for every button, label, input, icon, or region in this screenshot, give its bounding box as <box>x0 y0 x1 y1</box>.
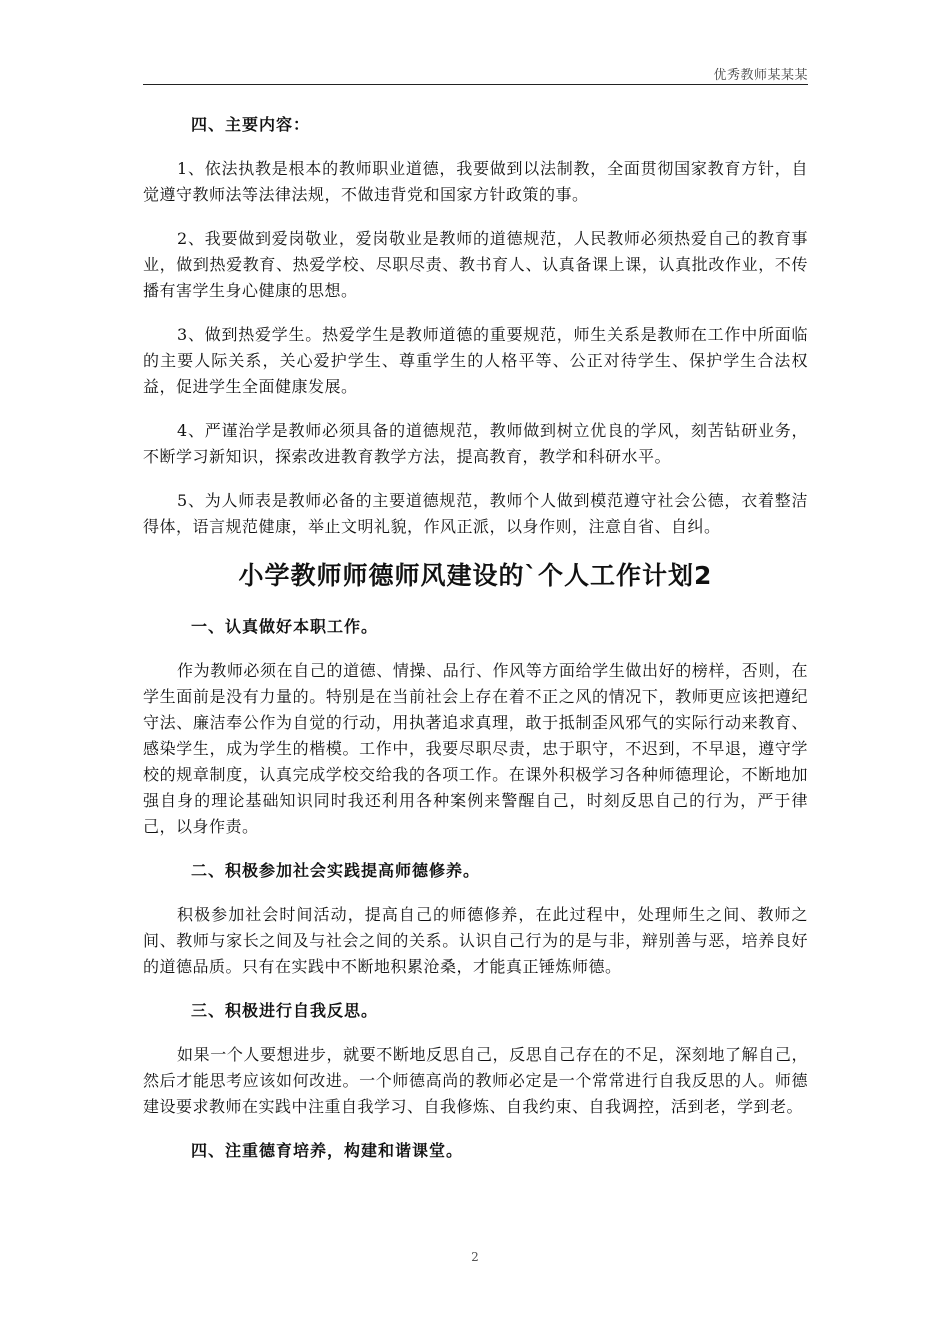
section-heading: 二、积极参加社会实践提高师德修养。 <box>191 861 481 880</box>
paragraph: 3、做到热爱学生。热爱学生是教师道德的重要规范，师生关系是教师在工作中所面临的主要人际关系，关心爱护学生、尊重学生的人格平等、公正对待学生、保护学生合法权益，促进学生全面健康发展。 <box>143 325 808 396</box>
page-header <box>143 44 808 85</box>
document-body <box>143 112 808 1182</box>
section-heading: 四、注重德育培养，构建和谐课堂。 <box>191 1141 464 1160</box>
paragraph: 5、为人师表是教师必备的主要道德规范，教师个人做到模范遵守社会公德，衣着整洁得体，语言规范健康，举止文明礼貌，作风正派，以身作则，注意自省、自纠。 <box>143 491 808 536</box>
section-heading: 四、主要内容： <box>191 115 311 134</box>
page-number: 2 <box>471 1250 479 1264</box>
paragraph: 如果一个人要想进步，就要不断地反思自己，反思自己存在的不足，深刻地了解自己，然后才能思考应该如何改进。一个师德高尚的教师必定是一个常常进行自我反思的人。师德建设要求教师在实践中注重自我学习、自我修炼、自我约束、自我调控，活到老，学到老。 <box>143 1045 808 1116</box>
header-text: 优秀教师某某某 <box>713 68 808 83</box>
paragraph: 4、严谨治学是教师必须具备的道德规范，教师做到树立优良的学风，刻苦钻研业务，不断学习新知识，探索改进教育教学方法，提高教育，教学和科研水平。 <box>143 421 808 466</box>
document-title: 小学教师师德师风建设的`个人工作计划2 <box>238 561 713 590</box>
section-heading: 一、认真做好本职工作。 <box>191 617 379 636</box>
paragraph: 作为教师必须在自己的道德、情操、品行、作风等方面给学生做出好的榜样，否则，在学生面前是没有力量的。特别是在当前社会上存在着不正之风的情况下，教师更应该把遵纪守法、廉洁奉公作为自觉的行动，用执著追求真理，敢于抵制歪风邪气的实际行动来教育、感染学生，成为学生的楷模。工作中，我要尽职尽责，忠于职守，不迟到，不早退，遵守学校的规章制度，认真完成学校交给我的各项工作。在课外积极学习各种师德理论，不断地加强自身的理论基础知识同时我还利用各种案例来警醒自己，时刻反思自己的行为，严于律己，以身作责。 <box>143 661 808 836</box>
section-heading: 三、积极进行自我反思。 <box>191 1001 379 1020</box>
paragraph: 2、我要做到爱岗敬业，爱岗敬业是教师的道德规范，人民教师必须热爱自己的教育事业，做到热爱教育、热爱学校、尽职尽责、教书育人、认真备课上课，认真批改作业，不传播有害学生身心健康的思想。 <box>143 229 808 300</box>
paragraph: 1、依法执教是根本的教师职业道德，我要做到以法制教，全面贯彻国家教育方针，自觉遵守教师法等法律法规，不做违背党和国家方针政策的事。 <box>143 159 808 204</box>
paragraph: 积极参加社会时间活动，提高自己的师德修养，在此过程中，处理师生之间、教师之间、教师与家长之间及与社会之间的关系。认识自己行为的是与非，辩别善与恶，培养良好的道德品质。只有在实践中不断地积累沧桑，才能真正锤炼师德。 <box>143 905 808 976</box>
